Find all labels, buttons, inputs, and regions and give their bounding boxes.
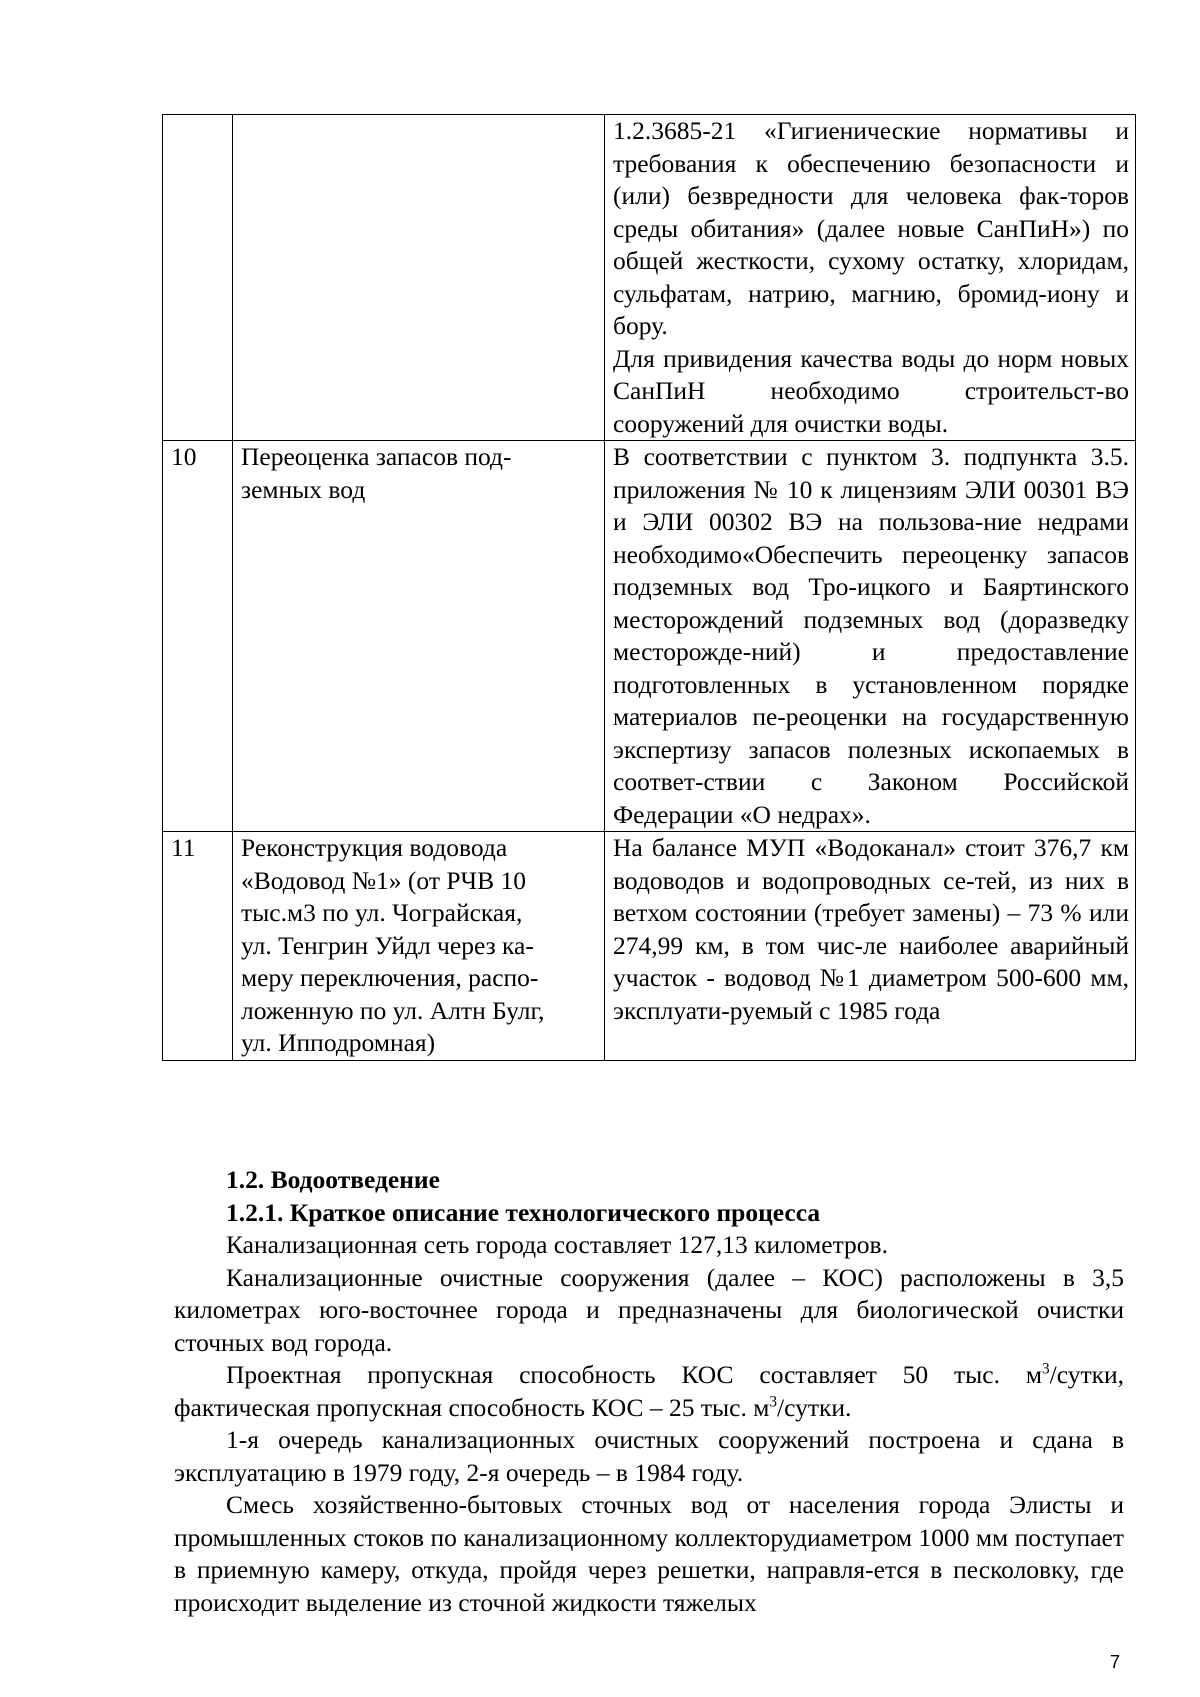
- row-number: 11: [163, 832, 233, 1061]
- section-heading: 1.2. Водоотведение: [226, 1165, 440, 1194]
- paragraph: Канализационная сеть города составляет 127,13 километров.: [226, 1230, 888, 1259]
- measures-table: [162, 114, 1136, 1061]
- measure-name: [233, 115, 605, 441]
- table-row: [163, 441, 1136, 832]
- superscript: 3: [1041, 1360, 1050, 1378]
- paragraph: 1-я очередь канализационных очистных сооружений построена и сдана в эксплуатацию в 1979 году, 2-я очередь – в 1984 году.: [174, 1425, 1124, 1487]
- superscript: 3: [769, 1393, 778, 1410]
- paragraph: Смесь хозяйственно-бытовых сточных вод от населения города Элисты и промышленных стоков по канализационному коллекторудиаметром 1000 мм поступает в приемную камеру, откуда, пройдя через решетки, направля-ется в песколовку, где происходит выделение из сточной жидкости тяжелых: [174, 1490, 1124, 1617]
- paragraph-text: Проектная пропускная способность КОС составляет 50 тыс. м: [226, 1360, 1042, 1389]
- paragraph-text: /сутки.: [777, 1392, 852, 1422]
- table-row: [163, 832, 1136, 1061]
- paragraph-text: /сутки, фактическая пропускная способность КОС – 25 тыс. м: [174, 1360, 1124, 1422]
- measure-name: Реконструкция водовода «Водовод №1» (от РЧВ 10 тыс.м3 по ул. Чограйская, ул. Тенгрин Уйдл через ка- меру переключения, распо- ложенную по ул. Алтн Булг, ул. Ипподромная): [233, 832, 605, 1061]
- page-number: 7: [1110, 1652, 1121, 1672]
- measure-name: Переоценка запасов под- земных вод: [233, 441, 605, 832]
- paragraph: [174, 1359, 1124, 1424]
- table-row: [163, 115, 1136, 441]
- row-number: 10: [163, 441, 233, 832]
- measure-description: 1.2.3685-21 «Гигиенические нормативы и требования к обеспечению безопасности и (или) безвредности для человека фак-торов среды обитания» (далее новые СанПиН») по общей жесткости, сухому остатку, хлоридам, сульфатам, натрию, магнию, бромид-иону и бору. Для привидения качества воды до норм новых СанПиН необходимо строительст-во сооружений для очистки воды.: [605, 115, 1136, 441]
- subsection-heading: 1.2.1. Краткое описание технологического процесса: [226, 1197, 821, 1227]
- measure-description: В соответствии с пунктом 3. подпункта 3.5. приложения № 10 к лицензиям ЭЛИ 00301 ВЭ и ЭЛИ 00302 ВЭ на пользова-ние недрами необходимо«Обеспечить переоценку запасов подземных вод Тро-ицкого и Баяртинского месторождений подземных вод (доразведку месторожде-ний) и предоставление подготовленных в установленном порядке материалов пе-реоценки на государственную экспертизу запасов полезных ископаемых в соответ-ствии с Законом Российской Федерации «О недрах».: [605, 441, 1136, 832]
- paragraph: Канализационные очистные сооружения (далее – КОС) расположены в 3,5 километрах юго-восточнее города и предназначены для биологической очистки сточных вод города.: [174, 1262, 1124, 1357]
- measure-description: На балансе МУП «Водоканал» стоит 376,7 км водоводов и водопроводных се-тей, из них в ветхом состоянии (требует замены) – 73 % или 274,99 км, в том чис-ле наиболее аварийный участок - водовод №1 диаметром 500-600 мм, эксплуати-руемый с 1985 года: [605, 832, 1136, 1061]
- section-body: [174, 1164, 1124, 1619]
- row-number: [163, 115, 233, 441]
